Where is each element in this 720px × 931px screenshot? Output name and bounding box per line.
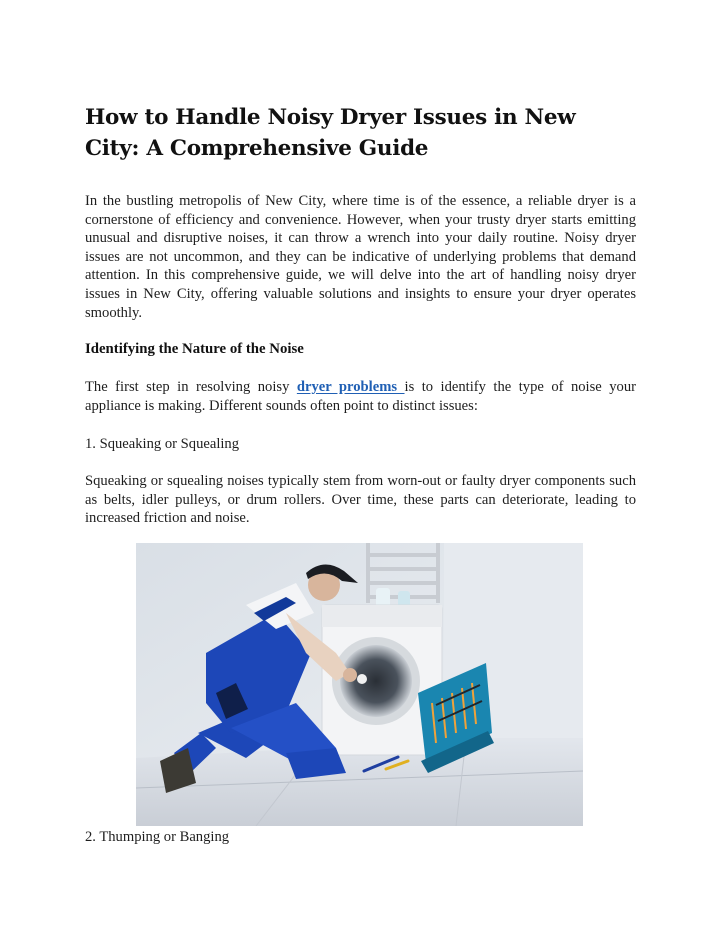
step-paragraph bbox=[85, 378, 636, 415]
intro-paragraph: In the bustling metropolis of New City, where time is of the essence, a reliable dryer is a cornerstone of efficiency and convenience. However, when your trusty dryer starts emitting unusual and disruptive noises, it can throw a wrench into your daily routine. Noisy dryer issues are not uncommon, and they can be indicative of underlying problems that demand attention. In this comprehensive guide, we will delve into the art of handling noisy dryer issues in New City, offering valuable solutions and insights to ensure your dryer operates smoothly. bbox=[85, 193, 636, 321]
section-heading: Identifying the Nature of the Noise bbox=[85, 341, 304, 357]
page-title: How to Handle Noisy Dryer Issues in New City: A Comprehensive Guide bbox=[85, 105, 576, 161]
squeaking-paragraph: Squeaking or squealing noises typically stem from worn-out or faulty dryer components such as belts, idler pulleys, or drum rollers. Over time, these parts can deteriorate, leading to increased friction and noise. bbox=[85, 473, 636, 527]
item-heading-thumping: 2. Thumping or Banging bbox=[85, 829, 230, 845]
technician-repairing-dryer-photo bbox=[136, 543, 583, 826]
step-text-before: The first step in resolving noisy bbox=[85, 379, 297, 395]
dryer-problems-link[interactable]: dryer problems bbox=[296, 379, 405, 395]
step-text-after: is to identify the type of noise your appliance is making. Different sounds often point to distinct issues: bbox=[85, 379, 636, 414]
item-heading-squeaking: 1. Squeaking or Squealing bbox=[85, 436, 240, 452]
